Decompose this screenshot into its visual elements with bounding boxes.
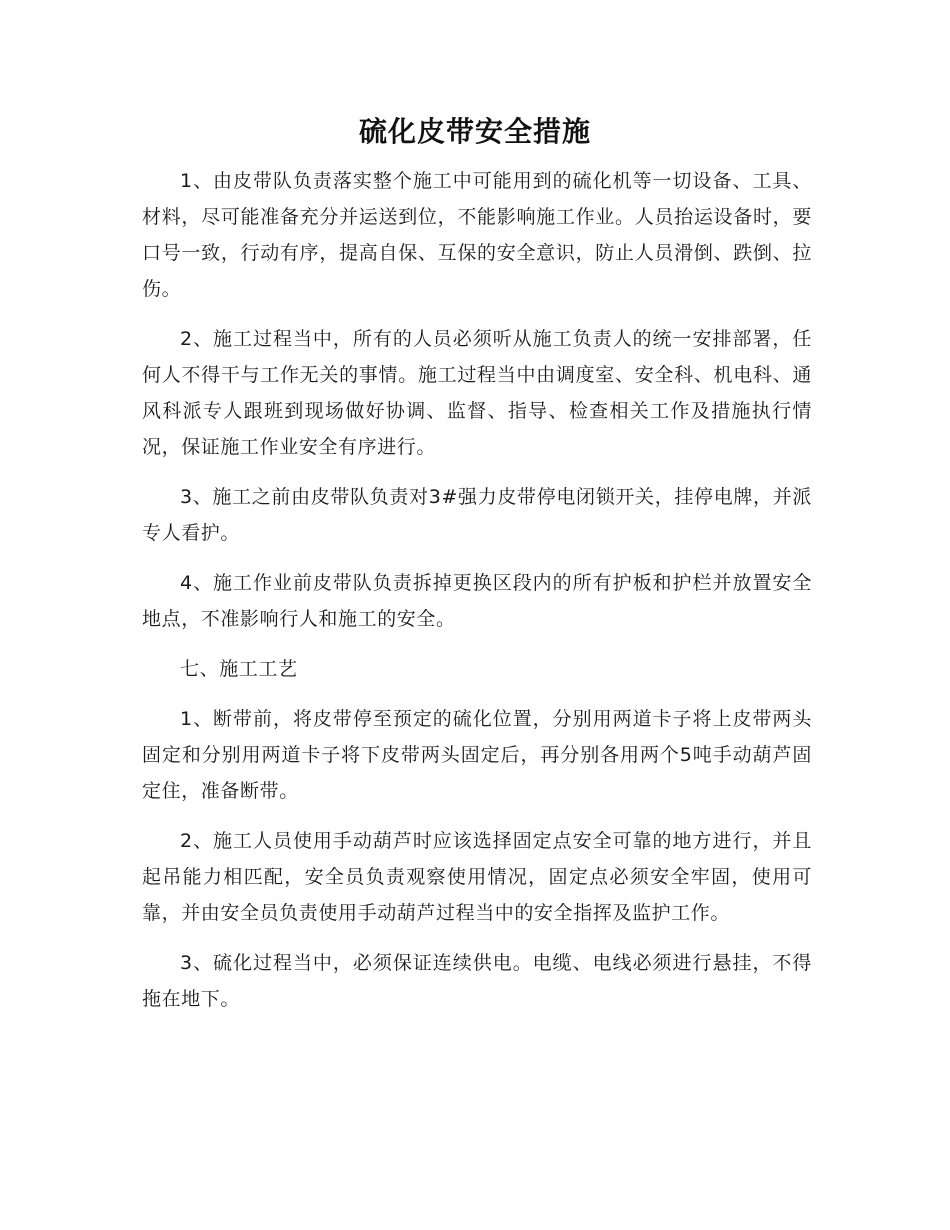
paragraph-4: 4、施工作业前皮带队负责拆掉更换区段内的所有护板和护栏并放置安全地点，不准影响行人和施工的安全。 [142,572,812,630]
paragraph-3: 3、施工之前由皮带队负责对3#强力皮带停电闭锁开关，挂停电牌，并派专人看护。 [142,486,812,544]
section-heading-construction-process: 七、施工工艺 [180,658,298,680]
paragraph-6: 2、施工人员使用手动葫芦时应该选择固定点安全可靠的地方进行，并且起吊能力相匹配，安全员负责观察使用情况，固定点必须安全牢固，使用可靠，并由安全员负责使用手动葫芦过程当中的安全指挥及监护工作。 [142,830,812,924]
document-body [142,163,812,1031]
document-title: 硫化皮带安全措施 [358,115,591,148]
paragraph-5: 1、断带前，将皮带停至预定的硫化位置，分别用两道卡子将上皮带两头固定和分别用两道卡子将下皮带两头固定后，再分别各用两个5吨手动葫芦固定住，准备断带。 [142,708,812,802]
paragraph-7: 3、硫化过程当中，必须保证连续供电。电缆、电线必须进行悬挂，不得拖在地下。 [142,952,812,1010]
paragraph-1: 1、由皮带队负责落实整个施工中可能用到的硫化机等一切设备、工具、材料，尽可能准备充分并运送到位，不能影响施工作业。人员抬运设备时，要口号一致，行动有序，提高自保、互保的安全意识，防止人员滑倒、跌倒、拉伤。 [142,170,812,300]
paragraph-2: 2、施工过程当中，所有的人员必须听从施工负责人的统一安排部署，任何人不得干与工作无关的事情。施工过程当中由调度室、安全科、机电科、通风科派专人跟班到现场做好协调、监督、指导、检查相关工作及措施执行情况，保证施工作业安全有序进行。 [142,328,812,458]
